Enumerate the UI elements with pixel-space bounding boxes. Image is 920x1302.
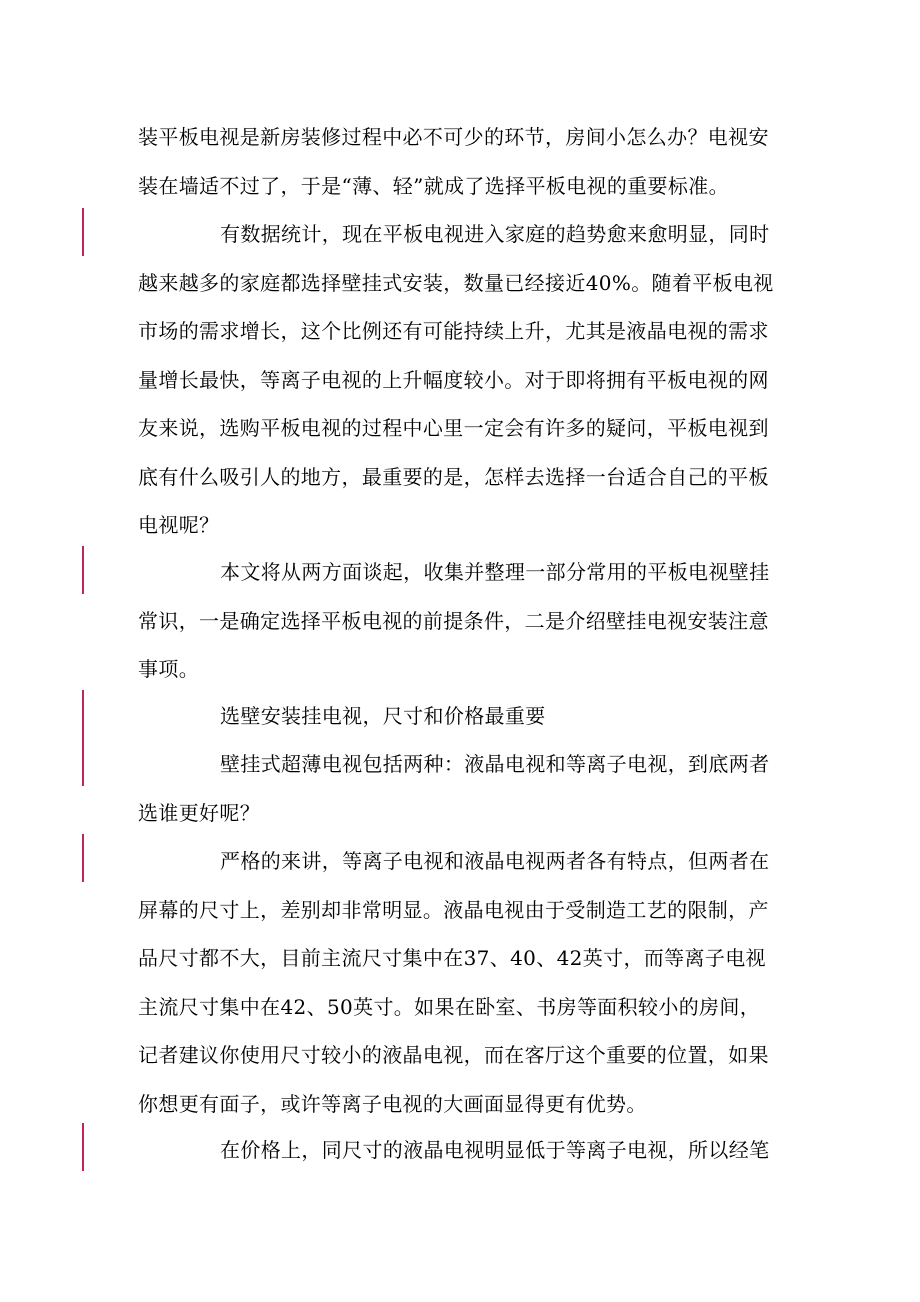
margin-change-bar bbox=[82, 1123, 84, 1171]
margin-change-bar bbox=[82, 738, 84, 786]
margin-change-bar bbox=[82, 546, 84, 594]
paragraph-intro: 装平板电视是新房装修过程中必不可少的环节，房间小怎么办？电视安装在墙适不过了，于是“薄、轻”就成了选择平板电视的重要标准。 bbox=[138, 125, 769, 198]
paragraph-size-comparison: 严格的来讲，等离子电视和液晶电视两者各有特点，但两者在屏幕的尺寸上，差别却非常明显。液晶电视由于受制造工艺的限制，产品尺寸都不大，目前主流尺寸集中在37、40、42英寸，而等离子电视主流尺寸集中在42、50英寸。如果在卧室、书房等面积较小的房间，记者建议你使用尺寸较小的液晶电视，而在客厅这个重要的位置，如果你想更有面子，或许等离子电视的大画面显得更有优势。 bbox=[138, 849, 770, 1116]
margin-change-bar bbox=[82, 690, 84, 738]
paragraph-types: 壁挂式超薄电视包括两种：液晶电视和等离子电视，到底两者选谁更好呢？ bbox=[138, 752, 770, 825]
section-heading: 选壁安装挂电视，尺寸和价格最重要 bbox=[220, 704, 546, 728]
paragraph-price: 在价格上，同尺寸的液晶电视明显低于等离子电视，所以经笔 bbox=[220, 1138, 770, 1162]
margin-change-bar bbox=[82, 208, 84, 256]
margin-change-bar bbox=[82, 834, 84, 882]
paragraph-overview: 本文将从两方面谈起，收集并整理一部分常用的平板电视壁挂常识，一是确定选择平板电视的前提条件，二是介绍壁挂电视安装注意事项。 bbox=[138, 560, 770, 681]
paragraph-statistics: 有数据统计，现在平板电视进入家庭的趋势愈来愈明显，同时越来越多的家庭都选择壁挂式安装，数量已经接近40%。随着平板电视市场的需求增长，这个比例还有可能持续上升，尤其是液晶电视的需求量增长最快，等离子电视的上升幅度较小。对于即将拥有平板电视的网友来说，选购平板电视的过程中心里一定会有许多的疑问，平板电视到底有什么吸引人的地方，最重要的是，怎样去选择一台适合自己的平板电视呢？ bbox=[138, 222, 774, 537]
